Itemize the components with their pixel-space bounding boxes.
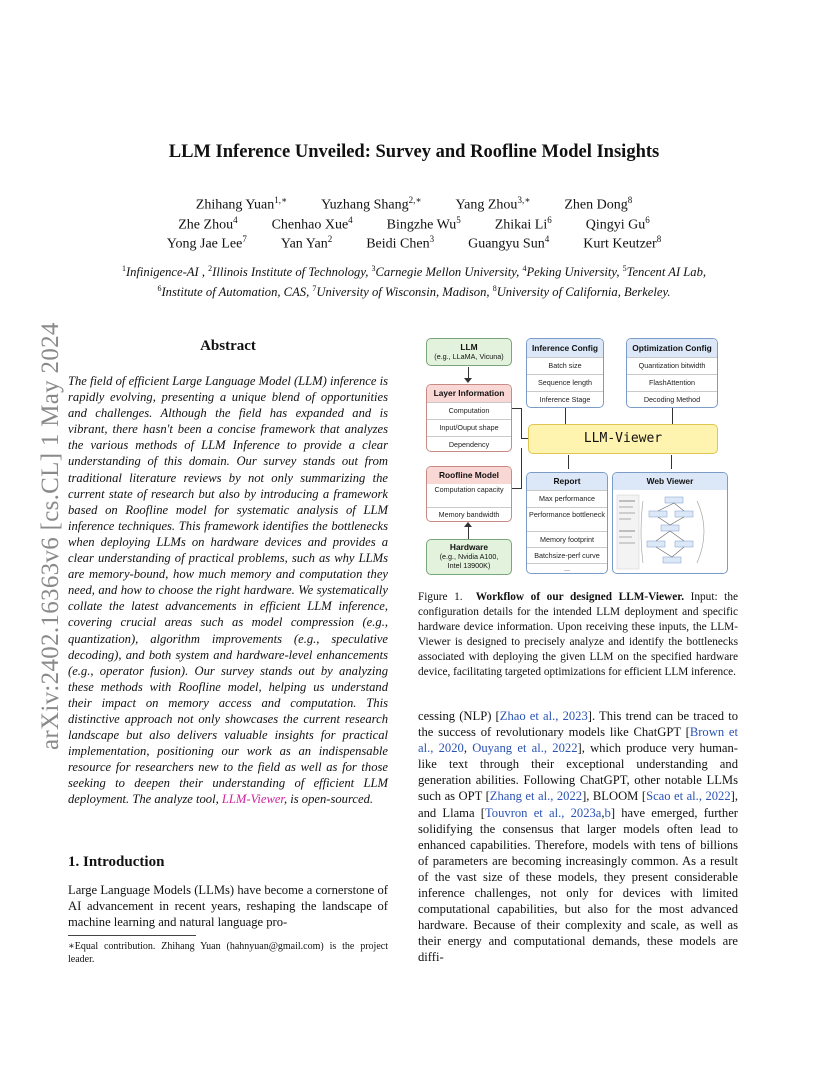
affil-marker: 6 <box>157 284 162 293</box>
affiliations-line-1 <box>0 264 828 280</box>
author-affil-marker: 6 <box>645 215 650 225</box>
citation-link[interactable]: Brown et al., 2020 <box>418 725 738 756</box>
arrow-hardware-roofline <box>468 526 469 540</box>
author-name: Yan Yan$^2$ <box>280 234 333 252</box>
affil-marker: 3 <box>371 264 376 273</box>
llm-box-sub: (e.g., LLaMA, Vicuna) <box>434 352 504 361</box>
intro-body: Large Language Models (LLMs) have become a cornerstone of AI advancement in recent years, reshaping the landscape of machine learning and natural language pro- <box>68 883 388 930</box>
llm-box <box>426 338 512 366</box>
affiliation: Illinois Institute of Technology, <box>212 265 372 280</box>
affiliation: University of Wisconsin, Madison, <box>316 285 493 300</box>
llm-box-title: LLM <box>460 342 478 352</box>
author-name: Zhihang Yuan$^{1,∗}$ <box>195 195 288 213</box>
caption-bold: Workflow of our designed LLM-Viewer. <box>475 591 685 603</box>
author-affil-marker: 3 <box>429 234 435 244</box>
author-row-3 <box>0 234 828 253</box>
figure-workflow <box>418 336 738 576</box>
citation-link[interactable]: Ouyang et al., 2022 <box>472 741 578 756</box>
body-text: ], and Llama [ <box>418 789 738 820</box>
hardware-box <box>426 539 512 575</box>
inference-config-title: Inference Config <box>527 339 603 357</box>
roofline-item: Memory bandwidth <box>427 507 511 522</box>
author-affil-marker: 4 <box>544 234 550 244</box>
roofline-item: Computation capacity <box>434 485 504 494</box>
affil-marker: 8 <box>492 284 497 293</box>
author-affil-marker: 2 <box>327 234 333 244</box>
author-affil-marker: 4 <box>348 215 353 225</box>
roofline-title: Roofline Model <box>427 467 511 484</box>
author-name: Beidi Chen$^3$ <box>366 234 435 252</box>
affil-marker: 2 <box>208 264 213 273</box>
layer-item: Input/Ouput shape <box>427 419 511 436</box>
layer-info-box <box>426 384 512 452</box>
body-text: ] have emerged, further solidifying the consensus that larger models often lead to enhanced capabilities. Therefore, models with tens of billions of parameters are becoming increasingly common. As a result of the vast size of these models, they present considerable inference challenges, not only for devices with limited computational capabilities, but also for the most advanced hardware. Because of their complexity and scale, as well as their energy and computational demands, these models are diffi- <box>418 805 738 965</box>
web-viewer-title: Web Viewer <box>613 473 727 490</box>
llm-viewer-link[interactable]: LLM-Viewer <box>221 792 284 807</box>
body-text: ], BLOOM [ <box>582 789 647 804</box>
affiliation: Carnegie Mellon University, <box>375 265 523 280</box>
connector-line <box>672 408 673 424</box>
citation-link[interactable]: Touvron et al., 2023a <box>484 805 602 820</box>
affil-marker: 7 <box>312 284 317 293</box>
body-text: cessing (NLP) [ <box>418 709 500 723</box>
abstract-body <box>68 373 388 808</box>
arxiv-id: arXiv:2402.16363v6 [cs.CL] 1 May 2024 <box>37 322 64 750</box>
arrow-viewer-web <box>671 455 672 469</box>
author-name: Zhikai Li$^6$ <box>494 215 552 233</box>
figure-caption <box>418 590 738 681</box>
hardware-title: Hardware <box>449 542 489 552</box>
intro-heading: 1. Introduction <box>68 854 165 870</box>
author-row-2 <box>0 215 828 234</box>
inference-item: Inference Stage <box>527 391 603 408</box>
author-name: Yuzhang Shang$^{2,∗}$ <box>321 195 422 213</box>
optimization-item: Quantization bitwidth <box>627 357 717 374</box>
citation-link[interactable]: b <box>604 805 611 820</box>
optimization-item: FlashAttention <box>627 374 717 391</box>
arrowhead-icon <box>464 522 472 527</box>
report-item: Batchsize-perf curve <box>527 547 607 563</box>
author-name: Bingzhe Wu$^5$ <box>386 215 461 233</box>
author-name: Guangyu Sun$^4$ <box>468 234 550 252</box>
connector-line <box>565 408 566 424</box>
author-affil-marker: 4 <box>233 215 238 225</box>
layer-info-title: Layer Information <box>427 385 511 402</box>
arxiv-stamp <box>22 290 64 750</box>
affil-marker: 4 <box>522 264 527 273</box>
author-name: Kurt Keutzer$^8$ <box>583 234 662 252</box>
author-affil-marker: 8 <box>656 234 662 244</box>
affiliation: Peking University, <box>526 265 623 280</box>
report-item: Performance bottleneck <box>527 507 607 531</box>
connector-line <box>521 438 528 439</box>
abstract-heading: Abstract <box>200 338 256 354</box>
abstract-tail: , is open-sourced. <box>283 792 374 807</box>
right-column-body <box>418 708 738 966</box>
caption-label: Figure 1. <box>418 591 463 603</box>
author-affil-marker: 3,∗ <box>517 195 531 205</box>
citation-link[interactable]: Zhang et al., 2022 <box>489 789 583 804</box>
optimization-config-box <box>626 338 718 408</box>
citation-link[interactable]: Scao et al., 2022 <box>646 789 731 804</box>
web-viewer-box <box>612 472 728 574</box>
report-item: Memory footprint <box>527 531 607 547</box>
optimization-item: Decoding Method <box>627 391 717 408</box>
affil-marker: 1 <box>121 264 126 273</box>
author-affil-marker: 2,∗ <box>408 195 422 205</box>
author-name: Yang Zhou$^{3,∗}$ <box>455 195 531 213</box>
author-name: Yong Jae Lee$^7$ <box>166 234 247 252</box>
author-affil-marker: 8 <box>627 195 633 205</box>
layer-item: Dependency <box>427 436 511 452</box>
inference-config-box <box>526 338 604 408</box>
report-title: Report <box>527 473 607 490</box>
paper-title: LLM Inference Unveiled: Survey and Roofline Model Insights <box>168 142 660 162</box>
author-affil-marker: 7 <box>242 234 247 244</box>
affiliation: University of California, Berkeley. <box>496 285 671 300</box>
body-text: ]. This trend can be traced to the success of revolutionary models like ChatGPT [ <box>418 709 739 740</box>
hardware-sub: (e.g., Nvidia A100, Intel 13900K) <box>439 552 499 570</box>
connector-line <box>521 448 522 489</box>
affiliation: Infinigence-AI , <box>125 265 209 280</box>
affiliation: Tencent AI Lab, <box>626 265 707 280</box>
footnote: ∗Equal contribution. Zhihang Yuan (hahnyuan@gmail.com) is the project leader. <box>68 941 388 965</box>
body-text: , <box>601 805 605 820</box>
report-item: Max performance <box>527 490 607 507</box>
author-name: Chenhao Xue$^4$ <box>271 215 353 233</box>
author-name: Qingyi Gu$^6$ <box>585 215 650 233</box>
inference-item: Batch size <box>527 357 603 374</box>
connector-line <box>521 408 522 438</box>
author-affil-marker: 6 <box>547 215 552 225</box>
affiliation: Institute of Automation, CAS, <box>161 285 313 300</box>
footnote-rule <box>68 935 196 936</box>
arrowhead-icon <box>464 378 472 383</box>
citation-link[interactable]: Zhao et al., 2023 <box>499 709 588 723</box>
web-viewer-thumbnail <box>613 491 727 573</box>
body-text: ], which produce very human-like text through their exceptional understanding and generation abilities. Following ChatGPT, other notable LLMs such as OPT [ <box>418 741 739 804</box>
optimization-config-title: Optimization Config <box>627 339 717 357</box>
author-affil-marker: 5 <box>456 215 461 225</box>
caption-text: Input: the configuration details for the intended LLM deployment and specific hardware device information. Upon receiving these inputs, the LLM-Viewer is designed to precisely analyze and identify the bottlenecks associated with deploying the given LLM on the specified hardware device, facilitating targeted optimizations for efficient LLM inference. <box>418 591 738 679</box>
author-row-1 <box>0 195 828 214</box>
author-name: Zhen Dong$^8$ <box>564 195 633 213</box>
abstract-text: The field of efficient Large Language Model (LLM) inference is rapidly evolving, presenting a unique blend of opportunities and challenges. Although the field has expanded and is vibrant, there hasn't been a concise framework that analyzes the various methods of LLM Inference to provide a clear understanding of this domain. Our survey stands out from traditional literature reviews by not only summarizing the current state of research but also by introducing a framework based on Roofline model for systematic analysis of LLM inference techniques. This framework identifies the bottlenecks when deploying LLMs on hardware devices and provides a clear understanding of practical problems, such as why LLMs are memory-bound, how much memory and computation they need, and how to choose the right hardware. We systematically collate the latest advancements in efficient LLM inference, covering crucial areas such as model compression (e.g., quantization), algorithm improvements (e.g., speculative decoding), and both system and hardware-level enhancements (e.g., operator fusion). Our survey stands out by analyzing these methods with Roofline model, helping us understand their impact on memory access and computation. This distinctive approach not only showcases the current research landscape but also delivers valuable insights for practical implementation, positioning our work as an indispensable resource for researchers new to the field as well as for those seeking to deepen their understanding of efficient LLM deployment. The analyze tool, <box>68 374 388 807</box>
llm-viewer-box: LLM-Viewer <box>528 424 718 454</box>
report-box <box>526 472 608 574</box>
inference-item: Sequence length <box>527 374 603 391</box>
layer-item: Computation <box>427 402 511 419</box>
roofline-box <box>426 466 512 522</box>
author-affil-marker: 1,∗ <box>274 195 288 205</box>
arrow-viewer-report <box>568 455 569 469</box>
body-text: , <box>463 741 473 756</box>
report-item: ... <box>527 563 607 574</box>
author-name: Zhe Zhou$^4$ <box>178 215 238 233</box>
affiliations-line-2 <box>0 284 828 300</box>
affil-marker: 5 <box>622 264 627 273</box>
